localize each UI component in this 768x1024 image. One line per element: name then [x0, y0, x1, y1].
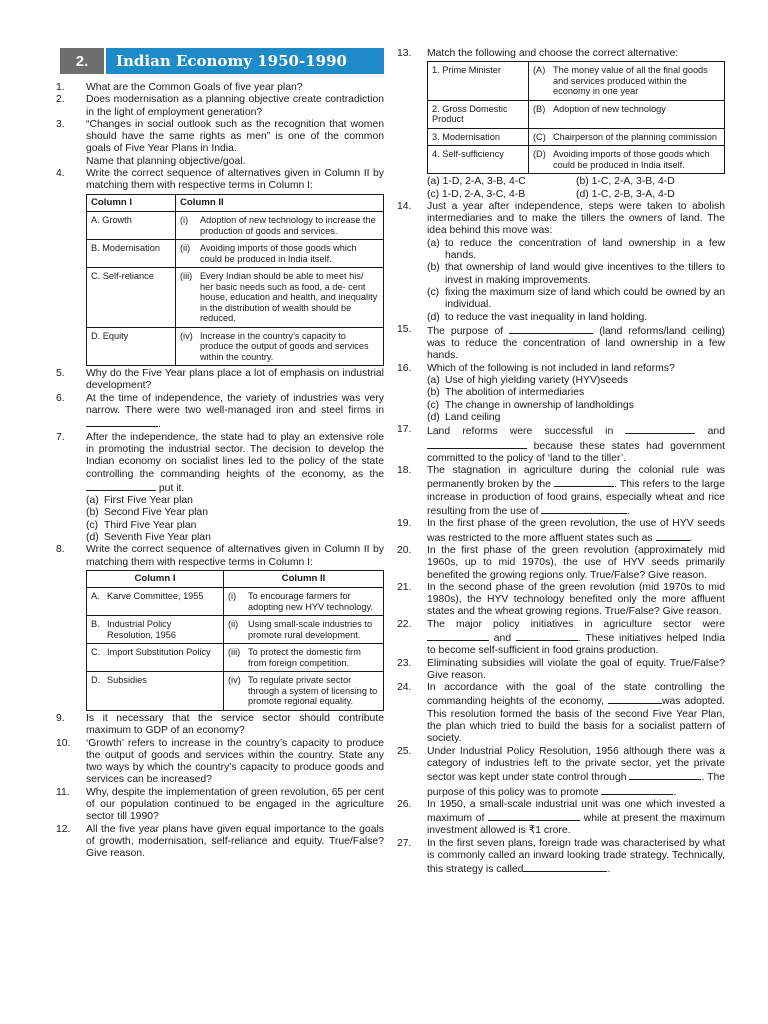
option: (c) fixing the maximum size of land which could be owned by an individual. [427, 286, 725, 311]
answer-blank [509, 324, 593, 334]
question-4: 4. Write the correct sequence of alternatives given in Column II by matching them with respective terms in Column I: Column I Column II A. Growth (i) Adoption of new technology to increase the production of goods and services. B. Modernisation (ii) Avoiding imports of those goods which could be produced in India itself. C. Self-reliance (iii) Every Indian should be able to meet his/ her basic needs such as food, a de- cent house, education and health, and inequality in the distribution of wealth should be reduced. D. Equity (iv) Increase in the country’s capacity to produce the output of goods and services within the country. [60, 168, 384, 366]
question-23: 23. Eliminating subsidies will violate the goal of equity. True/False? Give reason. [397, 657, 725, 681]
option: (c) Third Five Year plan [86, 519, 197, 531]
answer-blank [541, 504, 627, 514]
option: (b) The abolition of intermediaries [427, 387, 585, 399]
right-column [397, 48, 726, 877]
question-7: 7. After the independence, the state had to play an extensive role in promoting the industrial sector. The decision to develop the Indian economy on socialist lines led to the policy of the state controlling the commanding heights of the economy, as the put it. (a) First Five Year plan (b) Second Five Year plan (c) Third Five Year plan (d) Seventh Five Year plan [56, 431, 384, 544]
answer-blank [629, 770, 701, 780]
answer-blank [516, 631, 578, 641]
question-27: 27. In the first seven plans, foreign trade was characterised by what is commonly called an inward looking trade strategy. Technically, this strategy is called . [397, 837, 725, 876]
match-table-q8: Column I Column II A. Karve Committee, 1955 (i) To encourage farmers for adopting new HYV technology. B. Industrial Policy Resolution, 1956 (ii) Using small-scale industries to promote rural development. C. Import Substitution Policy (iii) To protect the domestic firm from foreign competition. D. Subsidies (iv) To regulate private sector through a system of licensing to promote regional equality. [86, 570, 384, 711]
match-table-q4: Column I Column II A. Growth (i) Adoption of new technology to increase the production of goods and services. B. Modernisation (ii) Avoiding imports of those goods which could be produced in India itself. C. Self-reliance (iii) Every Indian should be able to meet his/ her basic needs such as food, a de- cent house, education and health, and inequality in the distribution of wealth should be reduced. D. Equity (iv) Increase in the country’s capacity to produce the output of goods and services within the country. [86, 194, 384, 367]
table-row: 3. Modernisation (C) Chairperson of the planning commission [428, 128, 725, 146]
option: (a) 1-D, 2-A, 3-B, 4-C [427, 176, 526, 188]
table-row: D. Equity (iv) Increase in the country’s capacity to produce the output of goods and services within the country. [87, 327, 384, 366]
chapter-number: 2. [60, 48, 106, 74]
option: (d) Seventh Five Year plan [86, 532, 211, 544]
question-22: 22. The major policy initiatives in agriculture sector were and . These initiatives helped India to become self-sufficient in food grains production. [397, 618, 726, 657]
option: (d) Land ceiling [427, 411, 501, 423]
question-12: 12. All the five year plans have given equal importance to the goals of growth, modernisation, self-reliance and equity. True/False? Give reason. [56, 823, 384, 860]
option: (b) Second Five Year plan [86, 507, 208, 519]
question-17: 17. Land reforms were successful in and because these states had government committed to the policy of ‘land to the tiller’. [397, 424, 725, 464]
answer-blank [625, 424, 695, 434]
question-1: 1. What are the Common Goals of five year plan? [56, 82, 303, 93]
table-row: A. Growth (i) Adoption of new technology to increase the production of goods and services. [87, 212, 384, 240]
option: (a) First Five Year plan [86, 495, 193, 507]
question-16: 16. Which of the following is not included in land reforms? (a) Use of high yielding variety (HYV)seeds (b) The abolition of intermediaries (c) The change in ownership of landholdings (d) Land ceiling [401, 363, 725, 424]
option: (c) The change in ownership of landholdings [427, 399, 634, 411]
question-9: 9. Is it necessary that the service sector should contribute maximum to GDP of an economy? [56, 712, 384, 737]
answer-blank [608, 694, 662, 704]
question-25: 25. Under Industrial Policy Resolution, 1956 although there was a category of industries left to the private sector, yet the private sector was kept under state control through . The purpose of this policy was to promote . [397, 745, 726, 798]
table-row: B. Industrial Policy Resolution, 1956 (ii) Using small-scale industries to promote rural development. [87, 616, 384, 644]
option: (a) to reduce the concentration of land ownership in a few hands. [427, 237, 725, 262]
question-2: 2. Does modernisation as a planning objective create contradiction in the light of employment generation? [56, 94, 384, 118]
question-21: 21. In the second phase of the green revolution (mid 1970s to mid 1980s), the HYV technology benefited only the more affluent states and the wheat growing regions. True/False? Give reason. [397, 581, 725, 618]
table-row: A. Karve Committee, 1955 (i) To encourage farmers for adopting new HYV technology. [87, 588, 384, 616]
answer-blank [86, 481, 156, 491]
chapter-title: Indian Economy 1950-1990 [106, 48, 384, 74]
question-14: 14. Just a year after independence, steps were taken to abolish intermediaries and to make the tillers the owners of land. The idea behind this move was: (a) to reduce the concentration of land ownership in a few hands. (b) that ownership of land would give incentives to the tillers to invest in making improvements. (c) fixing the maximum size of land which could be owned by an individual. (d) to reduce the vast inequality in land holding. [397, 200, 725, 323]
answer-blank [656, 531, 690, 541]
left-column [56, 48, 384, 860]
question-19: 19. In the first phase of the green revolution, the use of HYV seeds was restricted to the more affluent states such as . [397, 518, 725, 544]
option: (c) 1-D, 2-A, 3-C, 4-B [427, 188, 526, 200]
question-6: 6. At the time of independence, the variety of industries was very narrow. There were two well-managed iron and steel firms in . [56, 392, 384, 431]
question-15: 15. The purpose of (land reforms/land ceiling) was to reduce the concentration of land ownership in a few hands. [397, 323, 725, 362]
question-24: 24. In accordance with the goal of the state controlling the commanding heights of the economy, was adopted. This resolution formed the basis of the second Five Year Plan, the plan which tried to build the basis for a socialist pattern of society. [397, 682, 726, 745]
answer-blank [86, 417, 158, 427]
option: (b) 1-C, 2-A, 3-B, 4-D [576, 176, 675, 188]
table-row: C. Self-reliance (iii) Every Indian should be able to meet his/ her basic needs such as food, a de- cent house, education and health, and inequality in the distribution of wealth should be reduced. [87, 268, 384, 328]
option: (d) 1-C, 2-B, 3-A, 4-D [576, 188, 675, 200]
answer-blank [488, 811, 580, 821]
answer-blank [427, 439, 527, 449]
table-row: 1. Prime Minister (A) The money value of all the final goods and services produced within the economy in one year [428, 62, 725, 101]
answer-blank [554, 477, 614, 487]
question-20: 20. In the first phase of the green revolution (approximately mid 1960s, up to mid 1970s), the use of HYV seeds primarily benefited the growing regions only. True/False? Give reason. [397, 544, 725, 581]
answer-blank [427, 631, 489, 641]
table-row: 2. Gross Domestic Product (B) Adoption of new technology [428, 100, 725, 128]
option: (a) Use of high yielding variety (HYV)seeds [427, 375, 629, 387]
table-row: 4. Self-sufficiency (D) Avoiding imports of those goods which could be produced in India itself. [428, 146, 725, 174]
question-18: 18. The stagnation in agriculture during the colonial rule was permanently broken by the . This refers to the large increase in production of food grains, especially wheat and rice resulting from the use of . [397, 465, 725, 518]
question-11: 11. Why, despite the implementation of green revolution, 65 per cent of our population continued to be engaged in the agriculture sector till 1990? [56, 786, 384, 823]
answer-blank [523, 862, 607, 872]
answer-blank [601, 785, 673, 795]
chapter-header [60, 48, 384, 74]
table-row: B. Modernisation (ii) Avoiding imports of those goods which could be produced in India itself. [87, 240, 384, 268]
question-5: 5. Why do the Five Year plans place a lot of emphasis on industrial development? [56, 368, 384, 392]
option-row [427, 176, 725, 188]
option: (b) that ownership of land would give incentives to the tillers to invest in making improvements. [427, 262, 725, 286]
table-row: C. Import Substitution Policy (iii) To protect the domestic firm from foreign competition. [87, 644, 384, 672]
match-table-q13 [427, 61, 725, 174]
question-26: 26. In 1950, a small-scale industrial unit was one which invested a maximum of while at present the maximum investment allowed is ₹1 crore. [397, 798, 725, 837]
table-row: D. Subsidies (iv) To regulate private sector through a system of licensing to promote regional equality. [87, 672, 384, 711]
question-10: 10. ‘Growth’ refers to increase in the country’s capacity to produce the output of goods and services within the country. State any two ways by which the country’s capacity to produce goods and services can be increased? [56, 737, 384, 786]
option-row [427, 189, 725, 201]
question-13: 13. Match the following and choose the correct alternative: 1. Prime Minister (A) The money value of all the final goods and services produced within the economy in one year 2. Gross Domestic Product (B) Adoption of new technology 3. Modernisation (C) Chairperson of the planning commission 4. Self-sufficiency (D) Avoiding imports of those goods which could be produced in India itself. (a) 1-D, 2-A, 3-B, 4-C (b) 1-C, 2-A, 3-B, 4-D (c) 1-D, 2-A, 3-C, 4-B (d) 1-C, 2-B, 3-A, 4-D [401, 48, 725, 201]
question-8: 8. Write the correct sequence of alternatives given in Column II by matching them with respective terms in Column I: Column I Column II A. Karve Committee, 1955 (i) To encourage farmers for adopting new HYV technology. B. Industrial Policy Resolution, 1956 (ii) Using small-scale industries to promote rural development. C. Import Substitution Policy (iii) To protect the domestic firm from foreign competition. D. Subsidies (iv) To regulate private sector through a system of licensing to promote regional equality. [60, 544, 384, 711]
option: (d) to reduce the vast inequality in land holding. [427, 311, 648, 323]
question-3: 3. “Changes in social outlook such as the recognition that women should have the same rights as men” is one of the common goals of Five Year Plans in India. Name that planning objective/goal. [56, 118, 384, 167]
